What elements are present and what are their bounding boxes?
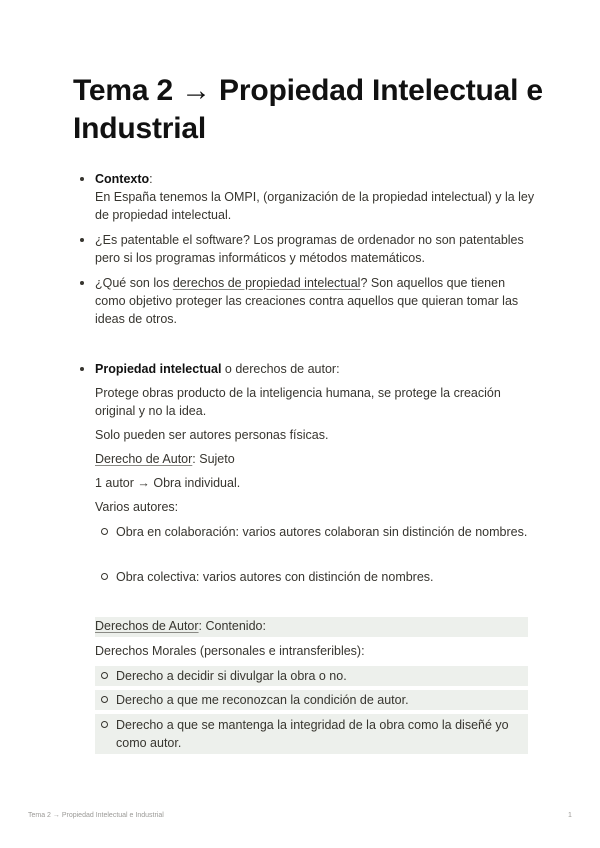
morales-item-reconozcan: Derecho a que me reconozcan la condición de autor. bbox=[116, 691, 536, 709]
sub-item-colaboracion: Obra en colaboración: varios autores colaboran sin distinción de nombres. bbox=[116, 523, 536, 541]
contenido-rest: : Contenido: bbox=[198, 619, 266, 633]
contexto-colon: : bbox=[149, 172, 153, 186]
bullet-contexto bbox=[95, 170, 535, 224]
morales-item-integridad: Derecho a que se mantenga la integridad de la obra como la diseñé yo como autor. bbox=[116, 716, 526, 752]
derechos-post: ? Son aquellos que tienen como objetivo proteger las creaciones contra aquellos que quieran tomar las ideas de otros. bbox=[95, 276, 519, 326]
bullet-software bbox=[95, 231, 535, 267]
derecho-sujeto-paragraph bbox=[95, 450, 535, 468]
bullet-derechos bbox=[95, 274, 535, 328]
un-autor-paragraph: 1 autor → Obra individual. bbox=[95, 476, 241, 490]
footer-page-number: 1 bbox=[568, 812, 572, 819]
derechos-link[interactable]: derechos de propiedad intelectual bbox=[172, 276, 361, 290]
solo-paragraph: Solo pueden ser autores personas físicas. bbox=[95, 428, 329, 442]
morales-item-divulgar: Derecho a decidir si divulgar la obra o no. bbox=[116, 667, 536, 685]
propiedad-label-rest: o derechos de autor: bbox=[221, 362, 340, 376]
contenido-link[interactable]: Derechos de Autor bbox=[95, 619, 199, 633]
protege-paragraph: Protege obras producto de la inteligencia humana, se protege la creación original y no la idea. bbox=[95, 386, 501, 418]
contenido-heading-block bbox=[95, 617, 528, 637]
sub-item-colectiva: Obra colectiva: varios autores con distinción de nombres. bbox=[116, 568, 536, 586]
derecho-sujeto-rest: : Sujeto bbox=[192, 452, 235, 466]
footer-title: Tema 2 → Propiedad Intelectual e Industrial bbox=[28, 812, 164, 819]
contexto-label: Contexto bbox=[95, 172, 150, 186]
propiedad-label: Propiedad intelectual bbox=[95, 362, 222, 376]
derechos-pre: ¿Qué son los bbox=[95, 276, 173, 290]
bullet-propiedad bbox=[95, 360, 535, 378]
derecho-autor-link[interactable]: Derecho de Autor bbox=[95, 452, 193, 466]
varios-paragraph: Varios autores: bbox=[95, 500, 179, 514]
morales-paragraph: Derechos Morales (personales e intransferibles): bbox=[95, 644, 365, 658]
contexto-text: En España tenemos la OMPI, (organización de la propiedad intelectual) y la ley de propiedad intelectual. bbox=[95, 190, 535, 222]
page-title: Tema 2 → Propiedad Intelectual e Industrial bbox=[73, 74, 543, 145]
software-text: ¿Es patentable el software? Los programas de ordenador no son patentables pero si los programas informáticos y métodos matemáticos. bbox=[95, 233, 524, 265]
